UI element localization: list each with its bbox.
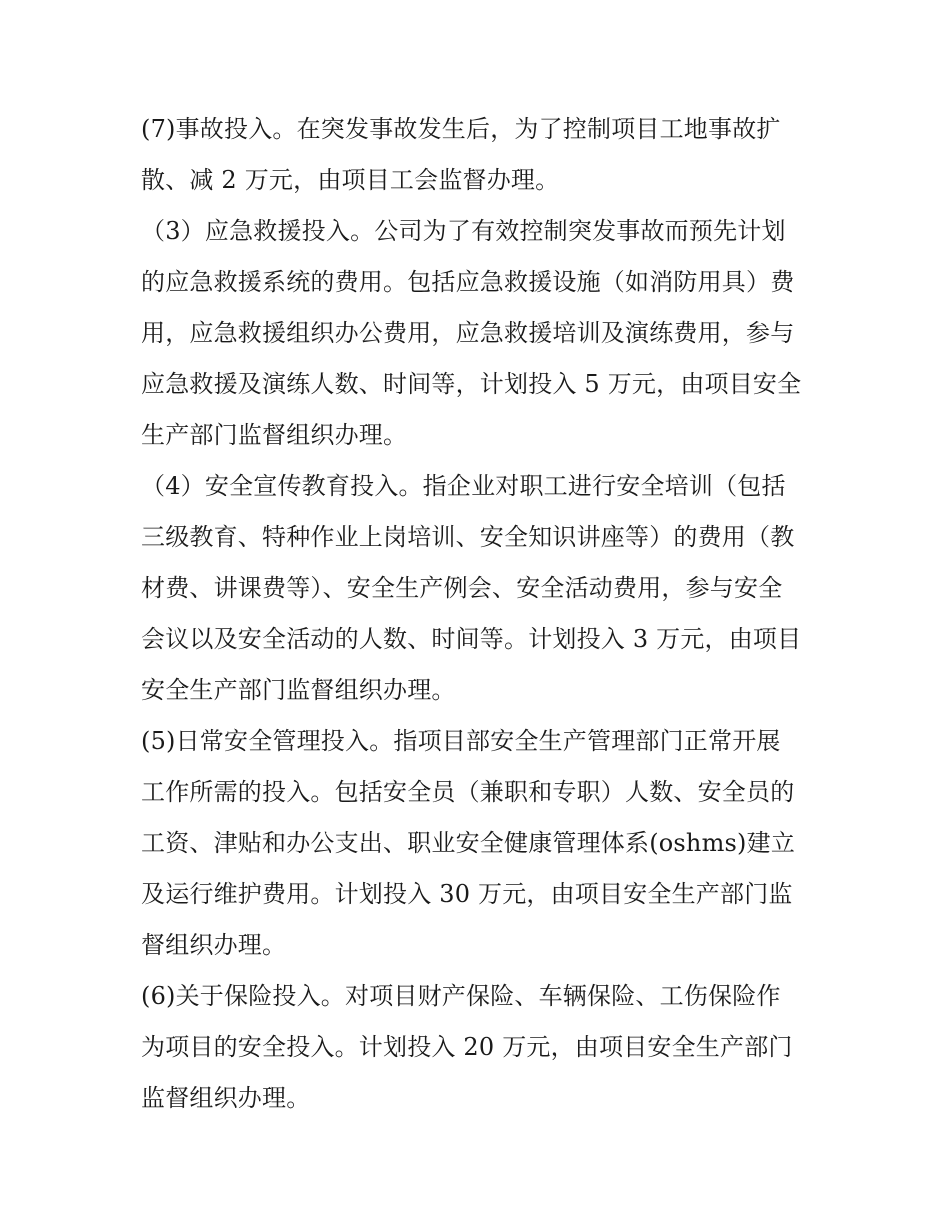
text-line: 材费、讲课费等）、安全生产例会、安全活动费用，参与安全 [141, 574, 783, 602]
text-line: 三级教育、特种作业上岗培训、安全知识讲座等）的费用（教 [141, 523, 795, 551]
text-line: （3）应急救援投入。公司为了有效控制突发事故而预先计划 [141, 217, 786, 245]
text-line: (5)日常安全管理投入。指项目部安全生产管理部门正常开展 [141, 727, 781, 755]
text-line: 散、减 2 万元，由项目工会监督办理。 [141, 166, 560, 194]
text-line: 会议以及安全活动的人数、时间等。计划投入 3 万元，由项目 [141, 625, 802, 653]
text-line: 应急救援及演练人数、时间等，计划投入 5 万元，由项目安全 [141, 370, 802, 398]
text-line: （4）安全宣传教育投入。指企业对职工进行安全培训（包括 [141, 472, 786, 500]
text-line: 生产部门监督组织办理。 [141, 421, 408, 449]
text-line: 的应急救援系统的费用。包括应急救援设施（如消防用具）费 [141, 268, 795, 296]
paragraph-safety-education-investment [141, 461, 811, 716]
document-body [141, 104, 811, 1124]
text-line: 监督组织办理。 [141, 1084, 311, 1112]
paragraph-accident-investment [141, 104, 811, 206]
text-line: 用，应急救援组织办公费用，应急救援培训及演练费用，参与 [141, 319, 795, 347]
text-line: 督组织办理。 [141, 931, 287, 959]
paragraph-insurance-investment [141, 971, 811, 1124]
text-line: (7)事故投入。在突发事故发生后，为了控制项目工地事故扩 [141, 115, 781, 143]
text-line: 工资、津贴和办公支出、职业安全健康管理体系(oshms)建立 [141, 829, 796, 857]
text-line: 及运行维护费用。计划投入 30 万元，由项目安全生产部门监 [141, 880, 793, 908]
text-line: 安全生产部门监督组织办理。 [141, 676, 456, 704]
paragraph-emergency-rescue-investment [141, 206, 811, 461]
text-line: (6)关于保险投入。对项目财产保险、车辆保险、工伤保险作 [141, 982, 781, 1010]
text-line: 为项目的安全投入。计划投入 20 万元，由项目安全生产部门 [141, 1033, 793, 1061]
text-line: 工作所需的投入。包括安全员（兼职和专职）人数、安全员的 [141, 778, 795, 806]
paragraph-daily-safety-management-investment [141, 716, 811, 971]
